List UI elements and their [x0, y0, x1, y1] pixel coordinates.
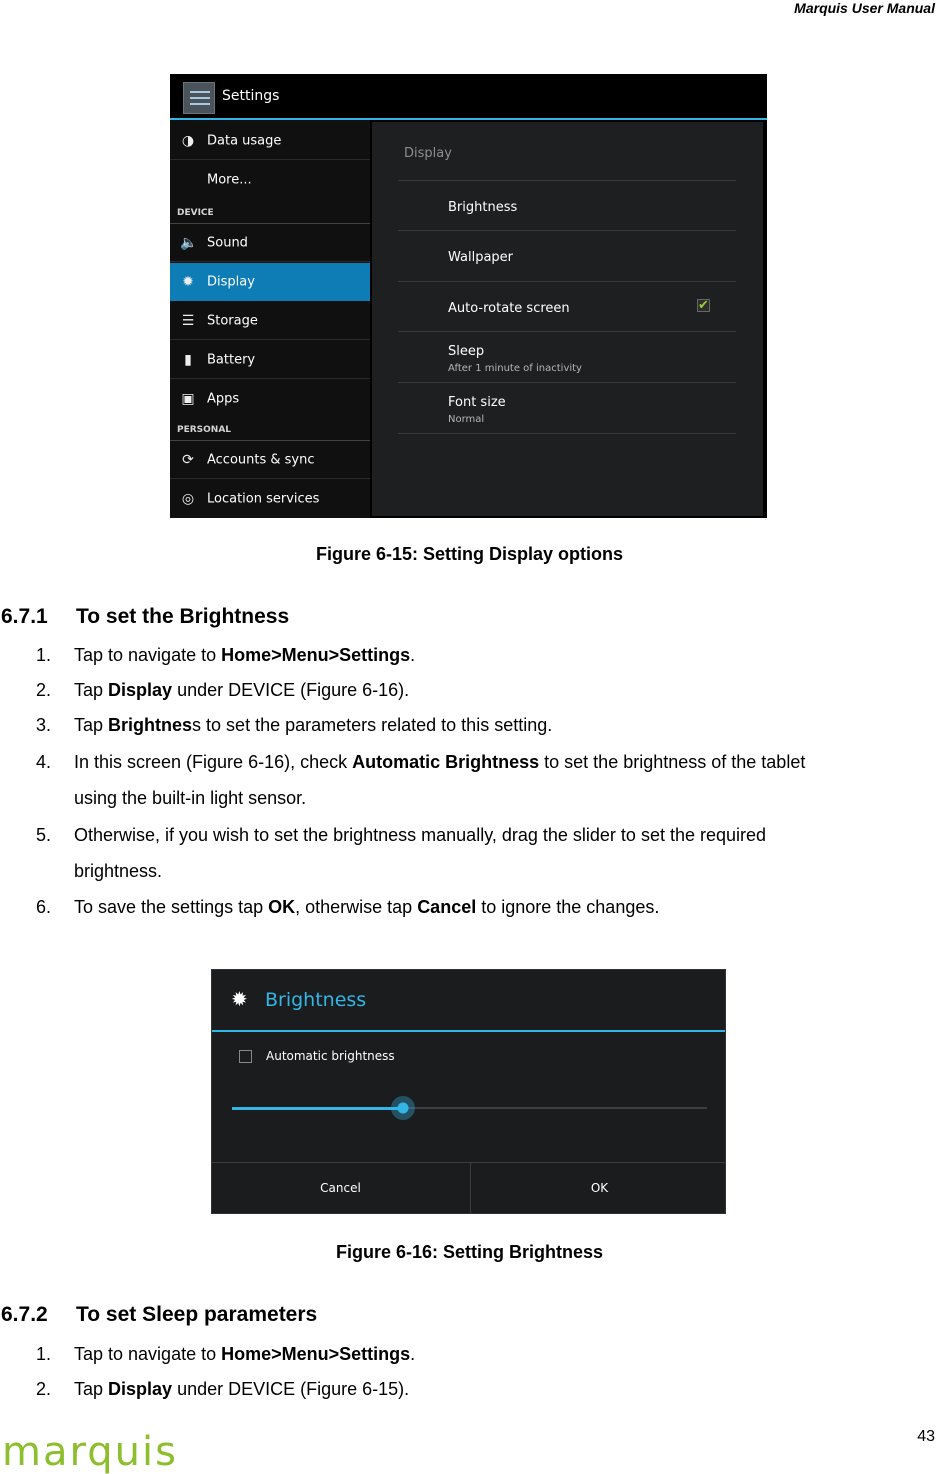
- step-text: To save the settings tap OK, otherwise tap Cancel to ignore the changes.: [74, 897, 660, 917]
- brightness-icon: ✹: [182, 274, 194, 290]
- menu-item-label: Data usage: [207, 133, 282, 149]
- menu-item-display[interactable]: [170, 263, 370, 301]
- menu-item-accounts-sync[interactable]: [170, 441, 370, 479]
- slider-fill: [232, 1107, 403, 1110]
- auto-rotate-checkbox[interactable]: ✔: [698, 298, 709, 313]
- data-usage-icon: ◑: [181, 133, 195, 149]
- option-sleep-summary: After 1 minute of inactivity: [448, 363, 582, 374]
- page-number: 43: [917, 1428, 935, 1445]
- settings-screenshot: [170, 74, 767, 518]
- divider: [398, 230, 736, 231]
- header-title: Marquis User Manual: [794, 0, 935, 16]
- automatic-brightness-label: Automatic brightness: [266, 1049, 395, 1063]
- automatic-brightness-checkbox[interactable]: [239, 1050, 252, 1063]
- section-number: 6.7.2: [1, 1303, 48, 1326]
- step-text: In this screen (Figure 6-16), check Automatic Brightness to set the brightness of the tablet: [74, 752, 806, 772]
- divider: [398, 382, 736, 383]
- menu-item-more[interactable]: [170, 161, 370, 199]
- option-brightness[interactable]: Brightness: [448, 200, 518, 215]
- step-number: 3.: [36, 715, 52, 735]
- battery-icon: ▮: [184, 352, 192, 368]
- step-text: Tap Display under DEVICE (Figure 6-15).: [74, 1379, 410, 1399]
- menu-item-label: Location services: [207, 491, 320, 507]
- category-personal: PERSONAL: [177, 425, 232, 435]
- menu-item-battery[interactable]: [170, 341, 370, 379]
- menu-item-label: Display: [207, 274, 255, 290]
- menu-item-label: Storage: [207, 313, 258, 329]
- display-panel: [372, 122, 763, 516]
- menu-item-label: Battery: [207, 352, 256, 368]
- action-bar: [170, 74, 767, 119]
- menu-item-sound[interactable]: [170, 224, 370, 262]
- step-number: 5.: [36, 825, 52, 845]
- category-device: DEVICE: [177, 208, 214, 218]
- app-title: Settings: [222, 88, 280, 104]
- step-text-continued: using the built-in light sensor.: [74, 788, 307, 808]
- cancel-button[interactable]: Cancel: [320, 1181, 361, 1195]
- menu-item-label: More...: [207, 172, 252, 188]
- dialog-title: Brightness: [265, 989, 367, 1011]
- brightness-dialog-screenshot: [211, 969, 726, 1214]
- divider: [398, 180, 736, 181]
- step-text: Tap Brightness to set the parameters related to this setting.: [74, 715, 553, 735]
- apps-icon: ▣: [181, 391, 195, 407]
- settings-menu: [170, 120, 370, 518]
- step-number: 1.: [36, 1344, 52, 1364]
- dialog-title-divider: [212, 1030, 725, 1032]
- step-number: 2.: [36, 680, 52, 700]
- step-text: Tap to navigate to Home>Menu>Settings.: [74, 645, 416, 665]
- ok-button[interactable]: OK: [470, 1163, 726, 1214]
- step-text: Otherwise, if you wish to set the brightness manually, drag the slider to set the required: [74, 825, 767, 845]
- option-sleep[interactable]: Sleep: [448, 344, 485, 359]
- section-title: To set the Brightness: [76, 605, 290, 628]
- section-heading-6-7-1: [1, 605, 289, 629]
- section-number: 6.7.1: [1, 605, 48, 628]
- step-number: 6.: [36, 897, 52, 917]
- section-heading-6-7-2: [1, 1303, 317, 1327]
- dialog-button-bar: [212, 1162, 725, 1214]
- step-text: Tap to navigate to Home>Menu>Settings.: [74, 1344, 416, 1364]
- menu-item-label: Sound: [207, 235, 248, 251]
- menu-item-label: Apps: [207, 391, 240, 407]
- figure-caption-6-15: Figure 6-15: Setting Display options: [315, 544, 624, 564]
- brightness-icon: ✹: [231, 987, 248, 1011]
- divider: [398, 331, 736, 332]
- menu-item-label: Accounts & sync: [207, 452, 315, 468]
- divider: [398, 281, 736, 282]
- menu-item-storage[interactable]: [170, 302, 370, 340]
- slider-thumb[interactable]: [391, 1096, 415, 1120]
- option-wallpaper[interactable]: Wallpaper: [448, 250, 514, 265]
- storage-icon: ☰: [181, 313, 195, 329]
- logo-wordmark: marquis: [2, 1432, 178, 1474]
- step-number: 4.: [36, 752, 52, 772]
- step-number: 1.: [36, 645, 52, 665]
- divider: [398, 433, 736, 434]
- speaker-icon: 🔈: [180, 235, 198, 251]
- marquis-logo: [0, 1432, 268, 1474]
- option-auto-rotate[interactable]: Auto-rotate screen: [448, 301, 570, 316]
- step-text: Tap Display under DEVICE (Figure 6-16).: [74, 680, 410, 700]
- sync-icon: ⟳: [182, 452, 194, 468]
- location-icon: ◎: [181, 491, 195, 507]
- panel-title: Display: [404, 146, 452, 161]
- step-text-continued: brightness.: [74, 861, 163, 881]
- menu-item-apps[interactable]: [170, 380, 370, 418]
- figure-caption-6-16: Figure 6-16: Setting Brightness: [335, 1242, 604, 1262]
- settings-icon: [183, 82, 215, 114]
- section-title: To set Sleep parameters: [76, 1303, 318, 1326]
- menu-item-data-usage[interactable]: [170, 122, 370, 160]
- step-number: 2.: [36, 1379, 52, 1399]
- option-font-size-summary: Normal: [448, 414, 485, 425]
- menu-item-location[interactable]: [170, 480, 370, 518]
- option-font-size[interactable]: Font size: [448, 395, 506, 410]
